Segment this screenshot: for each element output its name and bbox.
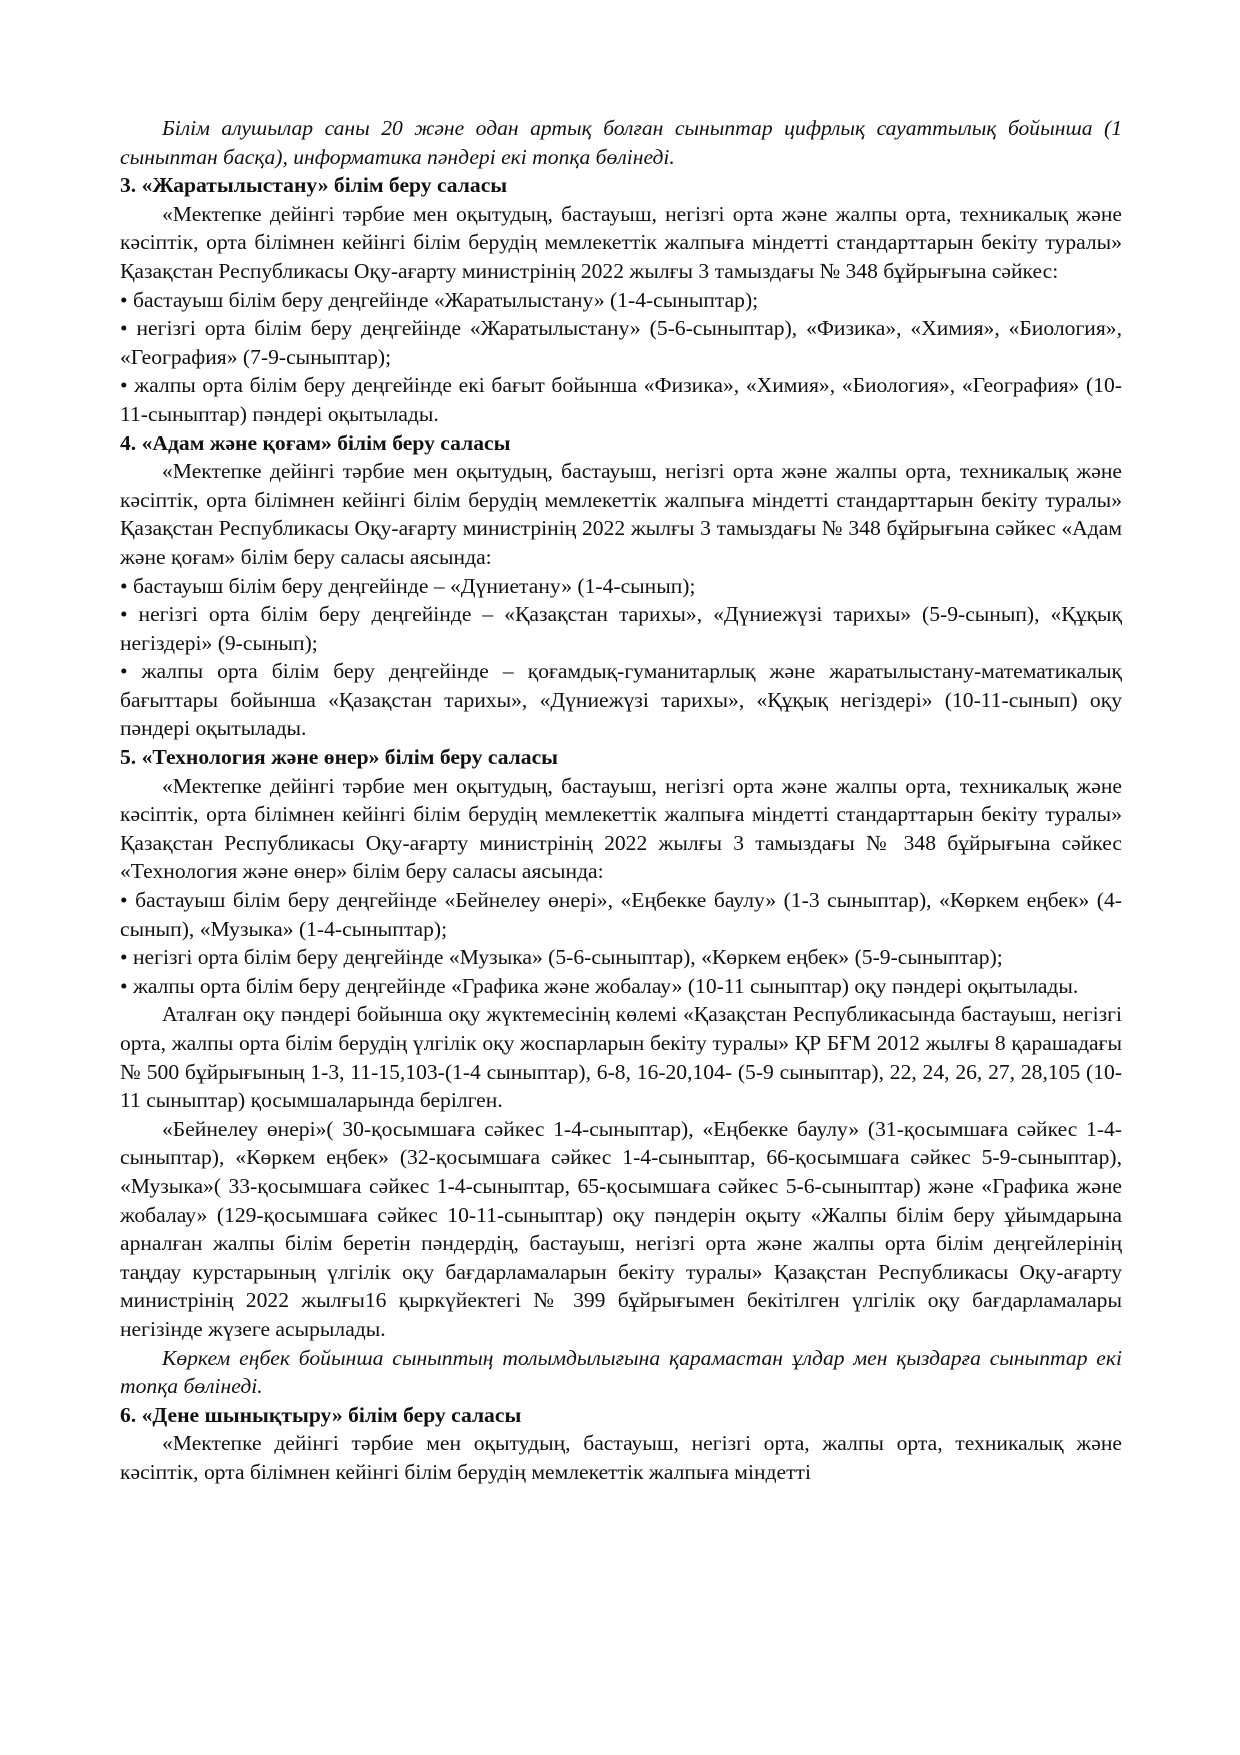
section5-intro: «Мектепке дейінгі тәрбие мен оқытудың, бастауыш, негізгі орта және жалпы орта, техникалық және кәсіптік, орта білімнен кейінгі білім берудің мемлекеттік жалпыға міндетті стандарттарын бекіту туралы» Қазақстан Республикасы Оқу-ағарту министрінің 2022 жылғы 3 тамыздағы № 348 бұйрығына сәйкес «Технология және өнер» білім беру саласы аясында: [120, 773, 1122, 884]
section5-bullet: • негізгі орта білім беру деңгейінде «Музыка» (5-6-сыныптар), «Көркем еңбек» (5-9-сыныптар); [120, 945, 1003, 970]
section5-workload-paragraph: Аталған оқу пәндері бойынша оқу жүктемесінің көлемі «Қазақстан Республикасында бастауыш, негізгі орта, жалпы орта білім берудің үлгілік оқу жоспарларын бекіту туралы» ҚР БҒМ 2012 жылғы 8 қарашадағы № 500 бұйрығының 1-3, 11-15,103-(1-4 сыныптар), 6-8, 16-20,104- (5-9 сыныптар), 22, 24, 26, 27, 28,105 (10-11 сыныптар) қосымшаларында берілген. [120, 1002, 1122, 1113]
section4-intro: «Мектепке дейінгі тәрбие мен оқытудың, бастауыш, негізгі орта және жалпы орта, техникалық және кәсіптік, орта білімнен кейінгі білім берудің мемлекеттік жалпыға міндетті стандарттарын бекіту туралы» Қазақстан Республикасы Оқу-ағарту министрінің 2022 жылғы 3 тамыздағы № 348 бұйрығына сәйкес «Адам және қоғам» білім беру саласы аясында: [120, 459, 1122, 569]
section3-bullet: • бастауыш білім беру деңгейінде «Жаратылыстану» (1-4-сыныптар); [120, 287, 759, 312]
section5-bullet: • бастауыш білім беру деңгейінде «Бейнелеу өнері», «Еңбекке баулу» (1-3 сыныптар), «Көркем еңбек» (4-сынып), «Музыка» (1-4-сыныптар); [120, 888, 1122, 941]
section3-heading: 3. «Жаратылыстану» білім беру саласы [120, 173, 508, 198]
section3-intro: «Мектепке дейінгі тәрбие мен оқытудың, бастауыш, негізгі орта және жалпы орта, техникалық және кәсіптік, орта білімнен кейінгі білім берудің мемлекеттік жалпыға міндетті стандарттарын бекіту туралы» Қазақстан Республикасы Оқу-ағарту министрінің 2022 жылғы 3 тамыздағы № 348 бұйрығына сәйкес: [120, 201, 1122, 283]
section5-bullet: • жалпы орта білім беру деңгейінде «Графика және жобалау» (10-11 сыныптар) оқу пәндері оқытылады. [120, 973, 1079, 998]
section4-heading: 4. «Адам және қоғам» білім беру саласы [120, 430, 511, 455]
section4-bullet: • жалпы орта білім беру деңгейінде – қоғамдық-гуманитарлық және жаратылыстану-математикалық бағыттары бойынша «Қазақстан тарихы», «Дүниежүзі тарихы», «Құқық негіздері» (10-11-сынып) оқу пәндері оқытылады. [120, 659, 1122, 741]
section4-bullet: • негізгі орта білім беру деңгейінде – «Қазақстан тарихы», «Дүниежүзі тарихы» (5-9-сынып), «Құқық негіздері» (9-сынып); [120, 602, 1122, 655]
document-page [120, 114, 1122, 1487]
section6-intro: «Мектепке дейінгі тәрбие мен оқытудың, бастауыш, негізгі орта, жалпы орта, техникалық және кәсіптік, орта білімнен кейінгі білім берудің мемлекеттік жалпыға міндетті [120, 1431, 1122, 1484]
section3-bullet: • негізгі орта білім беру деңгейінде «Жаратылыстану» (5-6-сыныптар), «Физика», «Химия», «Биология», «География» (7-9-сыныптар); [120, 316, 1122, 369]
section5-heading: 5. «Технология және өнер» білім беру саласы [120, 745, 559, 770]
section4-bullet: • бастауыш білім беру деңгейінде – «Дүниетану» (1-4-сынып); [120, 573, 696, 598]
section5-note: Көркем еңбек бойынша сыныптың толымдылығына қарамастан ұлдар мен қыздарға сыныптар екі топқа бөлінеді. [120, 1345, 1122, 1399]
section2-note: Білім алушылар саны 20 және одан артық болған сыныптар цифрлық сауаттылық бойынша (1 сыныптан басқа), информатика пәндері екі топқа бөлінеді. [120, 116, 1122, 169]
section5-programs-paragraph: «Бейнелеу өнері»( 30-қосымшаға сәйкес 1-4-сыныптар), «Еңбекке баулу» (31-қосымшаға сәйкес 1-4-сыныптар), «Көркем еңбек» (32-қосымшаға сәйкес 1-4-сыныптар, 66-қосымшаға сәйкес 5-9-сыныптар), «Музыка»( 33-қосымшаға сәйкес 1-4-сыныптар, 65-қосымшаға сәйкес 5-6-сыныптар) және «Графика және жобалау» (129-қосымшаға сәйкес 10-11-сыныптар) оқу пәндерін оқыту «Жалпы білім беру ұйымдарына арналған жалпы білім беретін пәндердің, бастауыш, негізгі орта және жалпы орта білім деңгейлерінің таңдау курстарының үлгілік оқу бағдарламаларын бекіту туралы» Қазақстан Республикасы Оқу-ағарту министрінің 2022 жылғы16 қыркүйектегі № 399 бұйрығымен бекітілген үлгілік оқу бағдарламалары негізінде жүзеге асырылады. [120, 1116, 1122, 1341]
section3-bullet: • жалпы орта білім беру деңгейінде екі бағыт бойынша «Физика», «Химия», «Биология», «География» (10-11-сыныптар) пәндері оқытылады. [120, 373, 1122, 426]
section6-heading: 6. «Дене шынықтыру» білім беру саласы [120, 1402, 522, 1427]
